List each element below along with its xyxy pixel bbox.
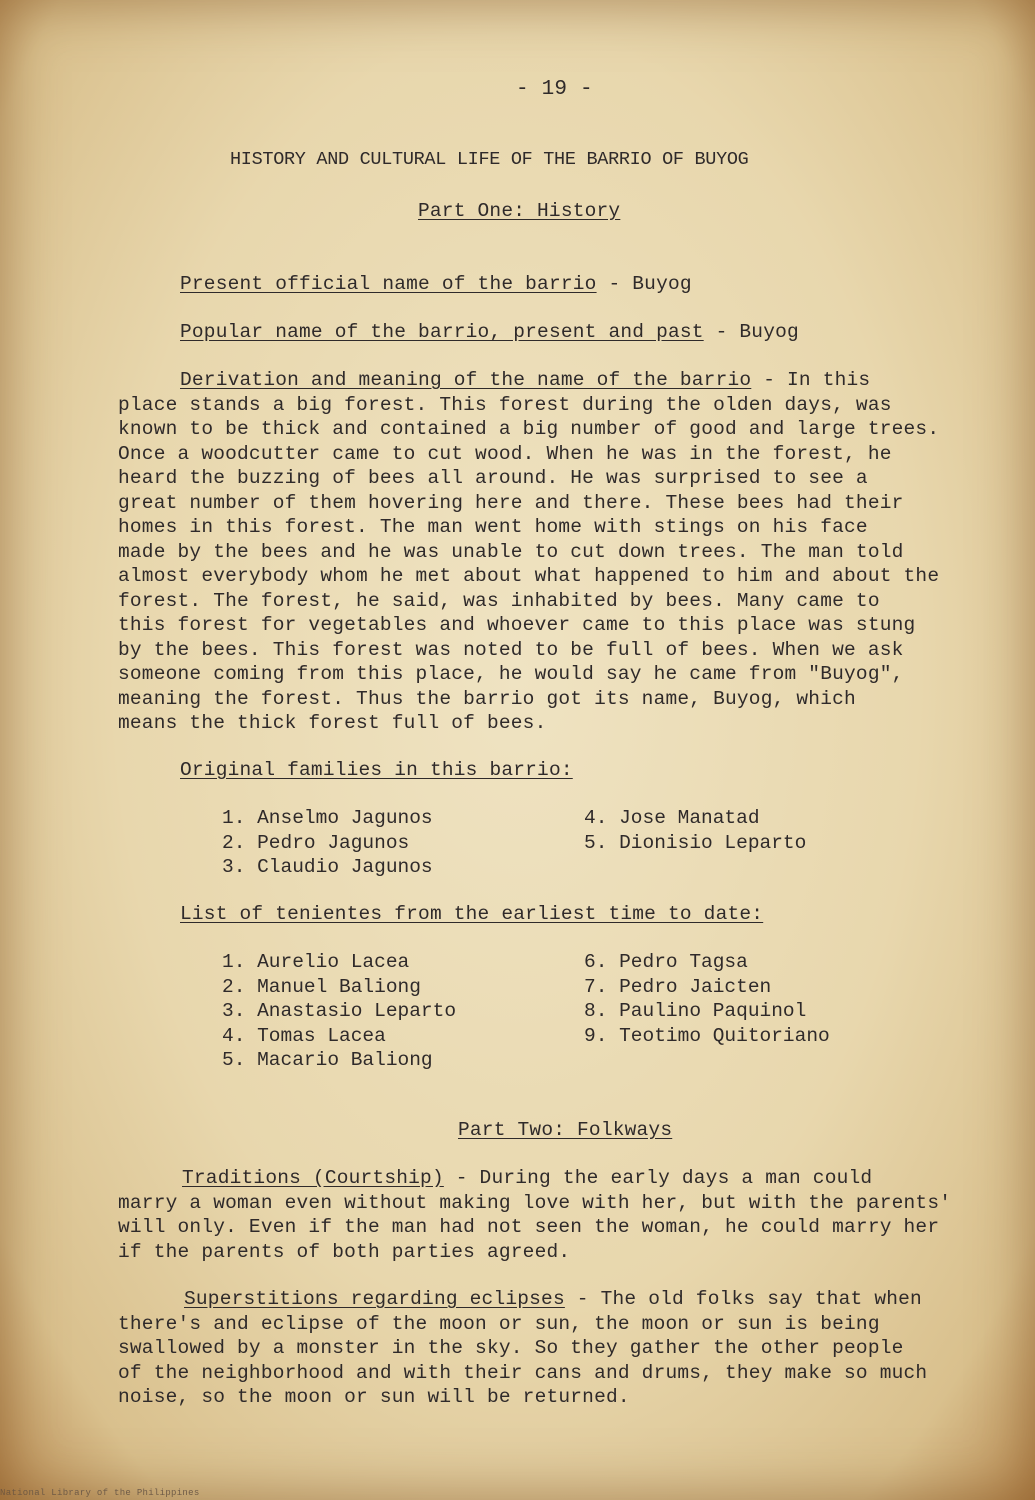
list-item: 1. Anselmo Jagunos (222, 807, 433, 829)
tenientes-list-col1 (222, 950, 456, 1073)
superstitions-text: - The old folks say that when there's and eclipse of the moon or sun, the moon or sun is being swallowed by a monster in the sky. So they gather the other people of the neighborhood and with their cans and drums, they make so much noise, so the moon or sun will be returned. (118, 1288, 928, 1408)
popular-name-value: - Buyog (703, 321, 799, 343)
derivation-text: - In this place stands a big forest. This forest during the olden days, was known to be thick and contained a big number of good and large trees. Once a woodcutter came to cut wood. When he was in the forest, he heard the buzzing of bees all around. He was surprised to see a great number of them hovering here and there. These bees had their homes in this forest. The man went home with stings on his face made by the bees and he was unable to cut down trees. The man told almost everybody whom he met about what happened to him and about the forest. The forest, he said, was inhabited by bees. Many came to this forest for vegetables and whoever came to this place was stung by the bees. This forest was noted to be full of bees. When we ask someone coming from this place, he would say he came from "Buyog", meaning the forest. Thus the barrio got its name, Buyog, which means the thick forest full of bees. (118, 369, 940, 734)
part-two-heading: Part Two: Folkways (458, 1119, 673, 1141)
page-number: - 19 - (516, 78, 593, 101)
official-name-value: - Buyog (596, 273, 692, 295)
derivation-paragraph (118, 368, 998, 736)
list-item: 2. Manuel Baliong (222, 975, 421, 998)
list-item: 4. Tomas Lacea (222, 1024, 386, 1047)
families-list-col2 (584, 806, 806, 855)
footer-archive-label: National Library of the Philippines (0, 1488, 200, 1498)
superstitions-label: Superstitions regarding eclipses (184, 1288, 565, 1310)
list-item: 6. Pedro Tagsa (584, 951, 748, 973)
popular-name-line (180, 320, 799, 345)
superstitions-paragraph (118, 1287, 998, 1410)
families-heading: Original families in this barrio: (180, 759, 573, 781)
list-item: 3. Claudio Jagunos (222, 856, 433, 878)
tenientes-list-col2 (584, 950, 830, 1048)
traditions-section (118, 1166, 1008, 1264)
page-title: HISTORY AND CULTURAL LIFE OF THE BARRIO OF BUYOG (230, 149, 749, 170)
list-item: 8. Paulino Paquinol (584, 1000, 807, 1022)
traditions-text: - During the early days a man could marry a woman even without making love with her, but with the parents' will only. Even if the man had not seen the woman, he could marry her if the parents of both parties agreed. (118, 1167, 952, 1263)
tenientes-heading: List of tenientes from the earliest time to date: (180, 903, 764, 925)
list-item: 5. Macario Baliong (222, 1049, 433, 1071)
popular-name-label: Popular name of the barrio, present and past (180, 321, 704, 343)
list-item: 3. Anastasio Leparto (222, 1000, 457, 1022)
list-item: 4. Jose Manatad (584, 807, 760, 829)
list-item: 9. Teotimo Quitoriano (584, 1024, 830, 1047)
superstitions-section (118, 1287, 998, 1410)
list-item: 1. Aurelio Lacea (222, 951, 410, 973)
traditions-label: Traditions (Courtship) (182, 1167, 444, 1189)
families-list-col1 (222, 806, 433, 880)
list-item: 2. Pedro Jagunos (222, 831, 410, 854)
list-item: 5. Dionisio Leparto (584, 831, 807, 854)
derivation-section (118, 368, 998, 736)
part-one-heading: Part One: History (418, 200, 621, 222)
official-name-label: Present official name of the barrio (180, 273, 597, 295)
official-name-line (180, 272, 692, 297)
traditions-paragraph (118, 1166, 1008, 1264)
derivation-label: Derivation and meaning of the name of the barrio (180, 369, 752, 391)
list-item: 7. Pedro Jaicten (584, 975, 772, 998)
